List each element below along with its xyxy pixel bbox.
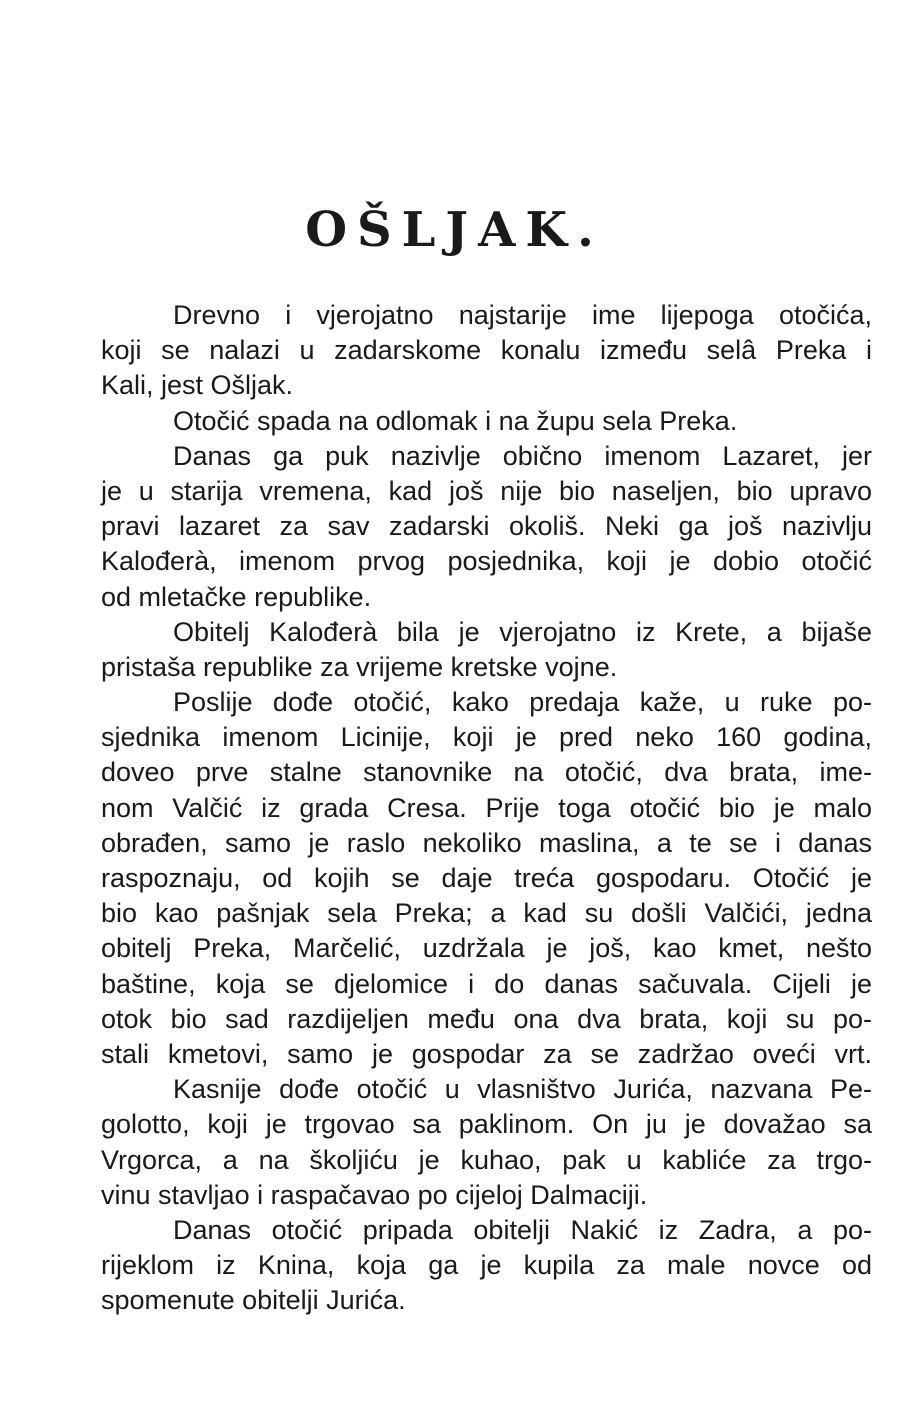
text-line: Drevno i vjerojatno najstarije ime lijepoga otočića, <box>173 300 872 330</box>
text-line: pristaša republike za vrijeme kretske vojne. <box>101 651 618 682</box>
text-line: Poslije dođe otočić, kako predaja kaže, u ruke po- <box>173 687 872 718</box>
text-line: golotto, koji je trgovao sa paklinom. On ju je dovažao sa <box>101 1109 872 1140</box>
text-line: Obitelj Kalođerà bila je vjerojatno iz Krete, a bijaše <box>173 616 872 647</box>
text-line: Kalođerà, imenom prvog posjednika, koji je dobio otočić <box>101 546 872 577</box>
text-line: koji se nalazi u zadarskome konalu između selâ Preka i <box>101 335 872 366</box>
text-line: raspoznaju, od kojih se daje treća gospodaru. Otočić je <box>101 863 872 893</box>
text-line: nom Valčić iz grada Cresa. Prije toga otočić bio je malo <box>101 792 872 823</box>
text-line: baštine, koja se djelomice i do danas sačuvala. Cijeli je <box>101 968 872 999</box>
text-line: Vrgorca, a na školjiću je kuhao, pak u kabliće za trgo- <box>101 1144 872 1175</box>
text-line: stali kmetovi, samo je gospodar za se zadržao oveći vrt. <box>101 1038 872 1069</box>
text-line: obrađen, samo je raslo nekoliko maslina, a te se i danas <box>101 827 872 858</box>
text-line: sjednika imenom Licinije, koji je pred neko 160 godina, <box>101 722 872 753</box>
text-line: Kali, jest Ošljak. <box>101 370 294 401</box>
body-text <box>101 298 872 1318</box>
text-line: Otočić spada na odlomak i na župu sela Preka. <box>173 405 738 436</box>
text-line: bio kao pašnjak sela Preka; a kad su došli Valčići, jedna <box>101 898 872 929</box>
text-line: Danas otočić pripada obitelji Nakić iz Zadra, a po- <box>173 1214 872 1245</box>
text-line: doveo prve stalne stanovnike na otočić, dva brata, ime- <box>101 757 872 788</box>
text-line: Kasnije dođe otočić u vlasništvo Jurića, nazvana Pe- <box>173 1074 872 1105</box>
text-line: pravi lazaret za sav zadarski okoliš. Neki ga još nazivlju <box>101 511 872 542</box>
text-line: otok bio sad razdijeljen među ona dva brata, koji su po- <box>101 1003 872 1034</box>
chapter-title: OŠLJAK. <box>305 202 604 258</box>
text-line: od mletačke republike. <box>101 581 372 612</box>
text-line: rijeklom iz Knina, koja ga je kupila za male novce od <box>101 1250 872 1281</box>
text-line: Danas ga puk nazivlje obično imenom Lazaret, jer <box>173 440 872 471</box>
text-line: vinu stavljao i raspačavao po cijeloj Dalmaciji. <box>101 1179 648 1210</box>
text-line: obitelj Preka, Marčelić, uzdržala je još, kao kmet, nešto <box>101 933 872 964</box>
text-line: spomenute obitelji Jurića. <box>101 1285 406 1316</box>
text-line: je u starija vremena, kad još nije bio naseljen, bio upravo <box>101 475 872 506</box>
